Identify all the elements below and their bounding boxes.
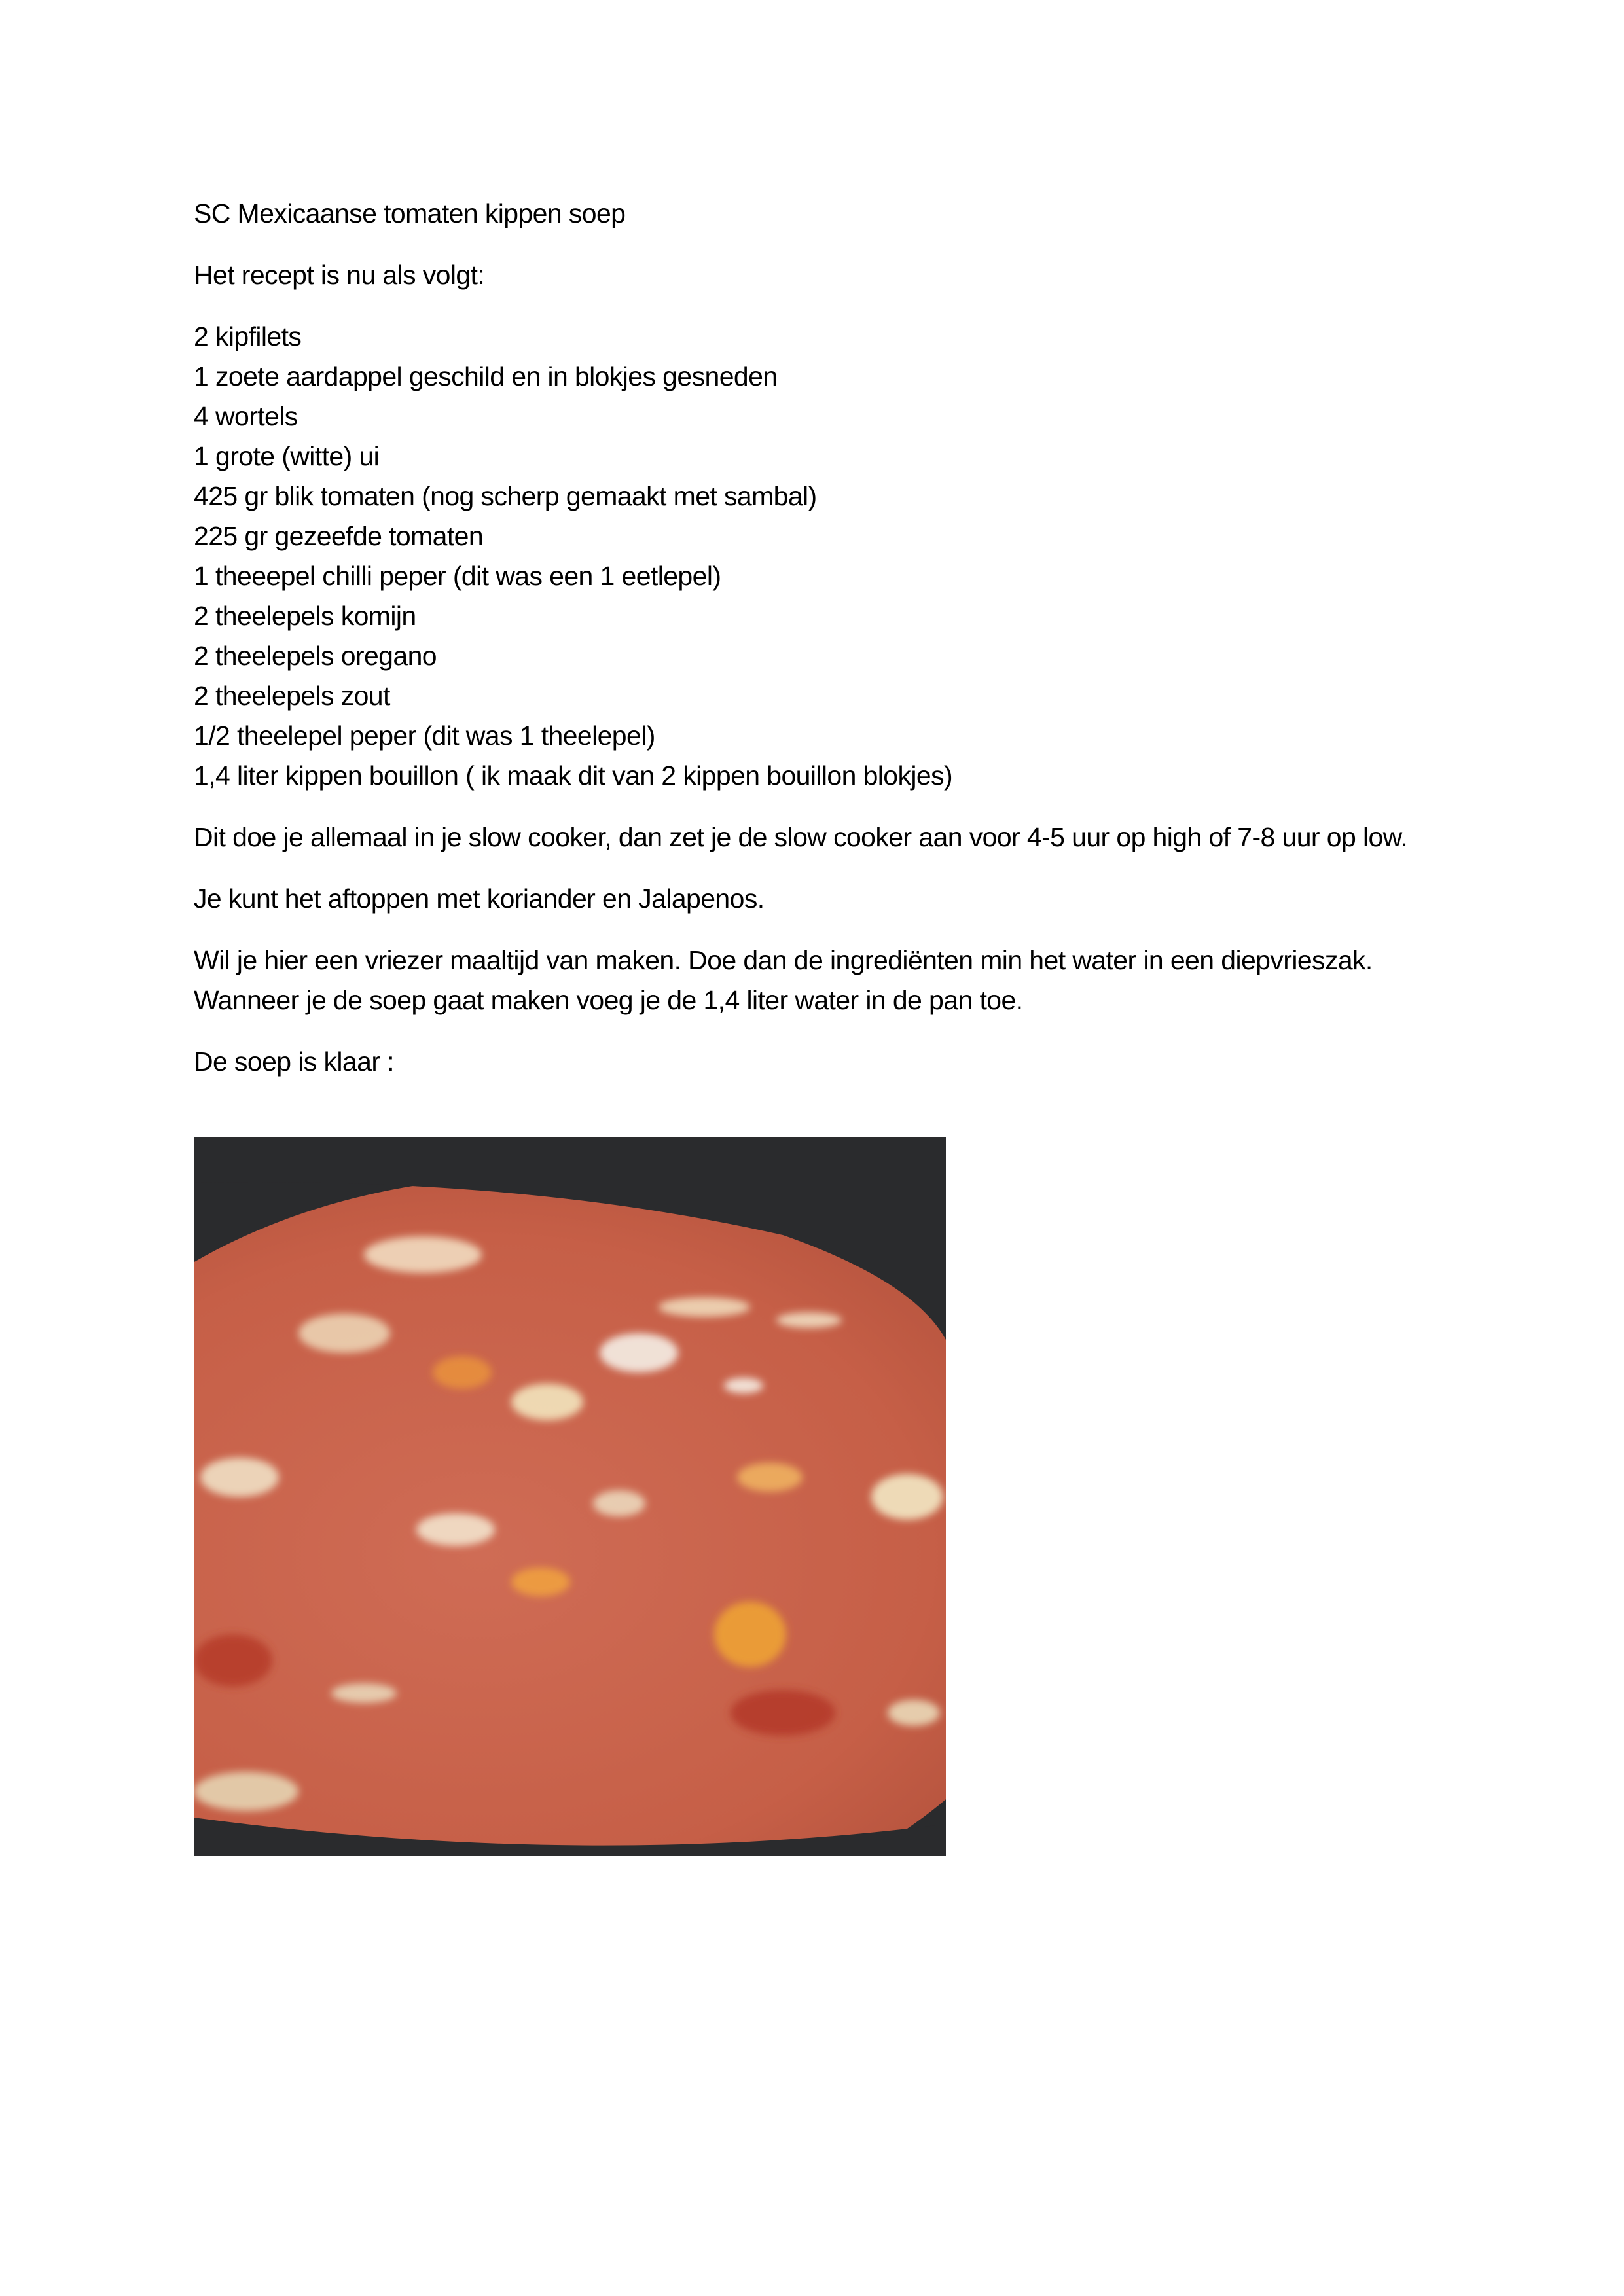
ingredient-item: 1,4 liter kippen bouillon ( ik maak dit van 2 kippen bouillon blokjes) [194,761,953,791]
soup-photo [194,1137,946,1856]
ingredient-item: 2 kipfilets [194,321,302,351]
recipe-intro: Het recept is nu als volgt: [194,260,485,290]
ingredient-item: 225 gr gezeefde tomaten [194,521,484,551]
ingredient-item: 4 wortels [194,401,298,431]
ingredient-item: 1 zoete aardappel geschild en in blokjes gesneden [194,361,778,391]
ingredient-list [194,317,1437,796]
done-caption: De soep is klaar : [194,1047,394,1077]
ingredient-item: 1/2 theelepel peper (dit was 1 theelepel) [194,721,655,751]
ingredient-item: 2 theelepels zout [194,681,390,711]
document-page [194,194,1437,1103]
topping-paragraph: Je kunt het aftoppen met koriander en Jalapenos. [194,884,765,914]
ingredient-item: 425 gr blik tomaten (nog scherp gemaakt met sambal) [194,481,817,511]
ingredient-item: 2 theelepels oregano [194,641,437,671]
ingredient-item: 1 theeepel chilli peper (dit was een 1 eetlepel) [194,561,721,591]
instructions-paragraph: Dit doe je allemaal in je slow cooker, dan zet je de slow cooker aan voor 4-5 uur op high of 7-8 uur op low. [194,822,1408,852]
ingredient-item: 2 theelepels komijn [194,601,416,631]
freezer-paragraph: Wil je hier een vriezer maaltijd van maken. Doe dan de ingrediënten min het water in een diepvrieszak. Wanneer je de soep gaat maken voeg je de 1,4 liter water in de pan toe. [194,945,1373,1015]
ingredient-item: 1 grote (witte) ui [194,441,380,471]
recipe-title: SC Mexicaanse tomaten kippen soep [194,198,626,228]
